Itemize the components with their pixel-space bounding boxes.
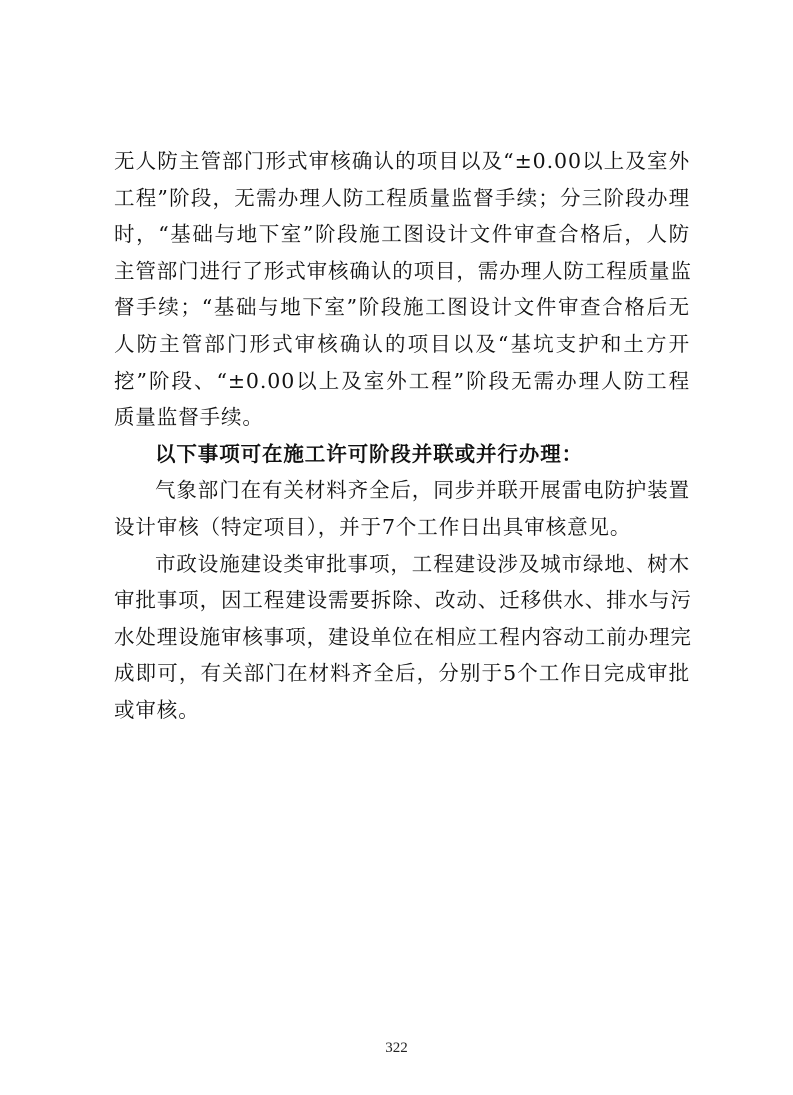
text-line: 工程”阶段，无需办理人防工程质量监督手续；分三阶段办理 bbox=[114, 185, 690, 210]
text-line: 人防主管部门形式审核确认的项目以及“基坑支护和土方开 bbox=[114, 331, 690, 356]
page-number: 322 bbox=[385, 1040, 408, 1056]
text-line: 督手续；“基础与地下室”阶段施工图设计文件审查合格后无 bbox=[114, 295, 690, 320]
text-line: 气象部门在有关材料齐全后，同步并联开展雷电防护装置 bbox=[155, 478, 690, 503]
text-line: 主管部门进行了形式审核确认的项目，需办理人防工程质量监 bbox=[114, 258, 692, 283]
text-line: 审批事项，因工程建设需要拆除、改动、迁移供水、排水与污 bbox=[114, 588, 692, 613]
text-line: 市政设施建设类审批事项，工程建设涉及城市绿地、树木 bbox=[155, 551, 690, 576]
text-line: 质量监督手续。 bbox=[114, 405, 264, 430]
document-body bbox=[114, 143, 690, 729]
section-heading: 以下事项可在施工许可阶段并联或并行办理： bbox=[155, 441, 583, 466]
text-line: 无人防主管部门形式审核确认的项目以及“±0.00以上及室外 bbox=[114, 149, 690, 173]
text-line: 或审核。 bbox=[114, 697, 200, 722]
text-line: 成即可，有关部门在材料齐全后，分别于5个工作日完成审批 bbox=[114, 661, 690, 686]
text-line: 挖”阶段、“±0.00以上及室外工程”阶段无需办理人防工程 bbox=[114, 368, 690, 393]
text-line: 水处理设施审核事项，建设单位在相应工程内容动工前办理完 bbox=[114, 624, 692, 649]
text-line: 设计审核（特定项目），并于7个工作日出具审核意见。 bbox=[114, 514, 632, 539]
text-line: 时，“基础与地下室”阶段施工图设计文件审查合格后，人防 bbox=[114, 222, 690, 247]
